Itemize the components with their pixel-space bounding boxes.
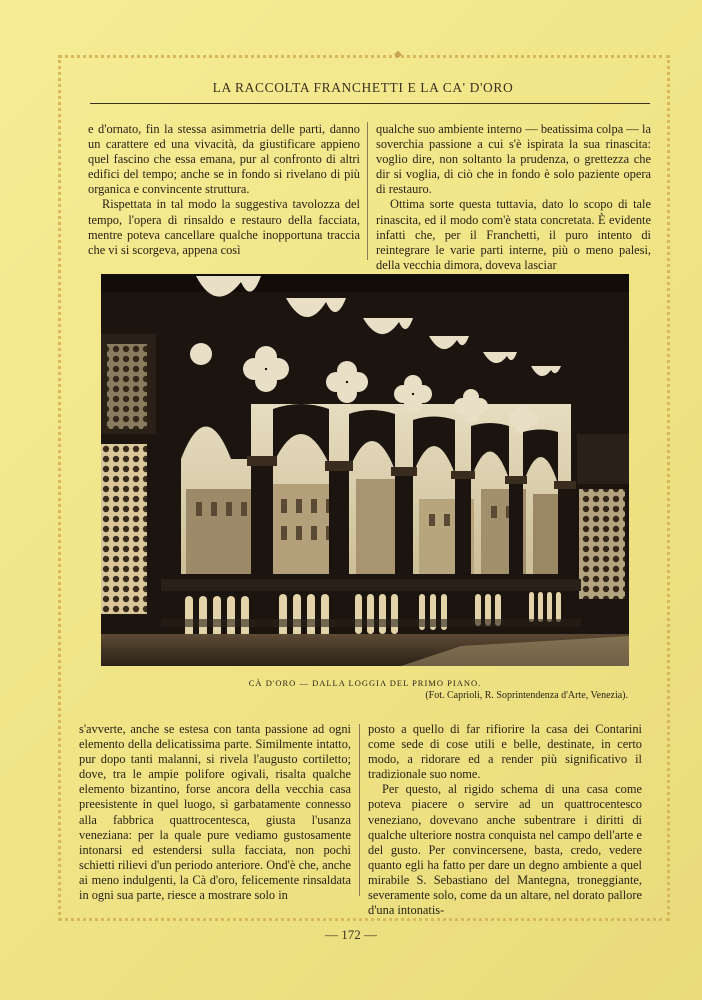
text-column-bottom-right <box>368 722 642 918</box>
paragraph: Per questo, al rigido schema di una casa come poteva piacere o servire ad un quattrocentesco veneziano, dovevano anche subentrare i diritti di qualche ulteriore nostra conquista nel campo dell'arte e del gusto. Per convincersene, basta, credo, vedere quanto egli ha fatto per dare un degno ambiente a quel mirabile S. Sebastiano del Mantegna, troneggiante, severamente solo, come da un altare, nel dorato pallore d'una intonatis- <box>368 782 642 918</box>
column-divider <box>367 122 368 260</box>
paragraph: posto a quello di far rifiorire la casa dei Contarini come sede di cose utili e belle, destinate, in certo modo, a ridorare ed a render più significativo il tradizionale suo nome. <box>368 722 642 782</box>
header-rule <box>90 103 650 104</box>
loggia-photograph <box>101 274 629 666</box>
running-title: LA RACCOLTA FRANCHETTI E LA CA' D'ORO <box>212 80 514 95</box>
column-divider <box>359 724 360 896</box>
figure-caption: CÀ D'ORO — DALLA LOGGIA DEL PRIMO PIANO. <box>248 678 482 688</box>
paragraph: e d'ornato, fin la stessa asimmetria delle parti, danno un carattere ed una vivacità, da giustificare appieno quel fascino che essa emana, pur al confronto di altri edifici del tempo; anche se in fondo si rivelano di più organica e convincente struttura. <box>88 122 360 197</box>
paragraph: Rispettata in tal modo la suggestiva tavolozza del tempo, l'opera di rinsaldo e restauro della facciata, mentre poteva cancellare qualche inopportuna traccia che vi si scorgeva, appena così <box>88 197 360 257</box>
page-number: — 172 — <box>325 927 377 942</box>
border-ornament-icon: ◆ <box>394 49 402 60</box>
paragraph: s'avverte, anche se estesa con tanta passione ad ogni elemento della delicatissima parte. Similmente intatto, pur dopo tanti malanni, si rivela l'augusto cortiletto; dove, tra le ampie polifore ogivali, risalta qualche elemento bizantino, forse ancora della vecchia casa preesistente in quel luogo, sì garbatamente connesso alla fabbrica quattrocentesca, giusta l'usanza veneziana: per la quale pure vediamo gustosamente intonarsi ed estendersi sulla facciata, non pochi schietti rilievi d'un periodo anteriore. Ond'è che, anche ai meno indulgenti, la Cà d'oro, felicemente rinsaldata in ogni sua parte, riesce a mostrare solo in <box>79 722 351 903</box>
paragraph: Ottima sorte questa tuttavia, dato lo scopo di tale rinascita, ed il modo com'è stata concretata. È evidente infatti che, per il Franchetti, il puro intento di reintegrare le varie parti interne, più o meno palesi, della vecchia dimora, doveva lasciar <box>376 197 651 272</box>
paragraph: qualche suo ambiente interno — beatissima colpa — la soverchia passione a cui s'è ispirata la sua rinascita: voglio dire, non soltanto la prudenza, o grettezza che dir si voglia, di ciò che in fondo è solo paziente opera di restauro. <box>376 122 651 197</box>
photo-credit: (Fot. Caprioli, R. Soprintendenza d'Arte, Venezia). <box>425 690 628 701</box>
text-column-top-left <box>88 122 360 258</box>
text-column-bottom-left <box>79 722 351 903</box>
text-column-top-right <box>376 122 651 273</box>
